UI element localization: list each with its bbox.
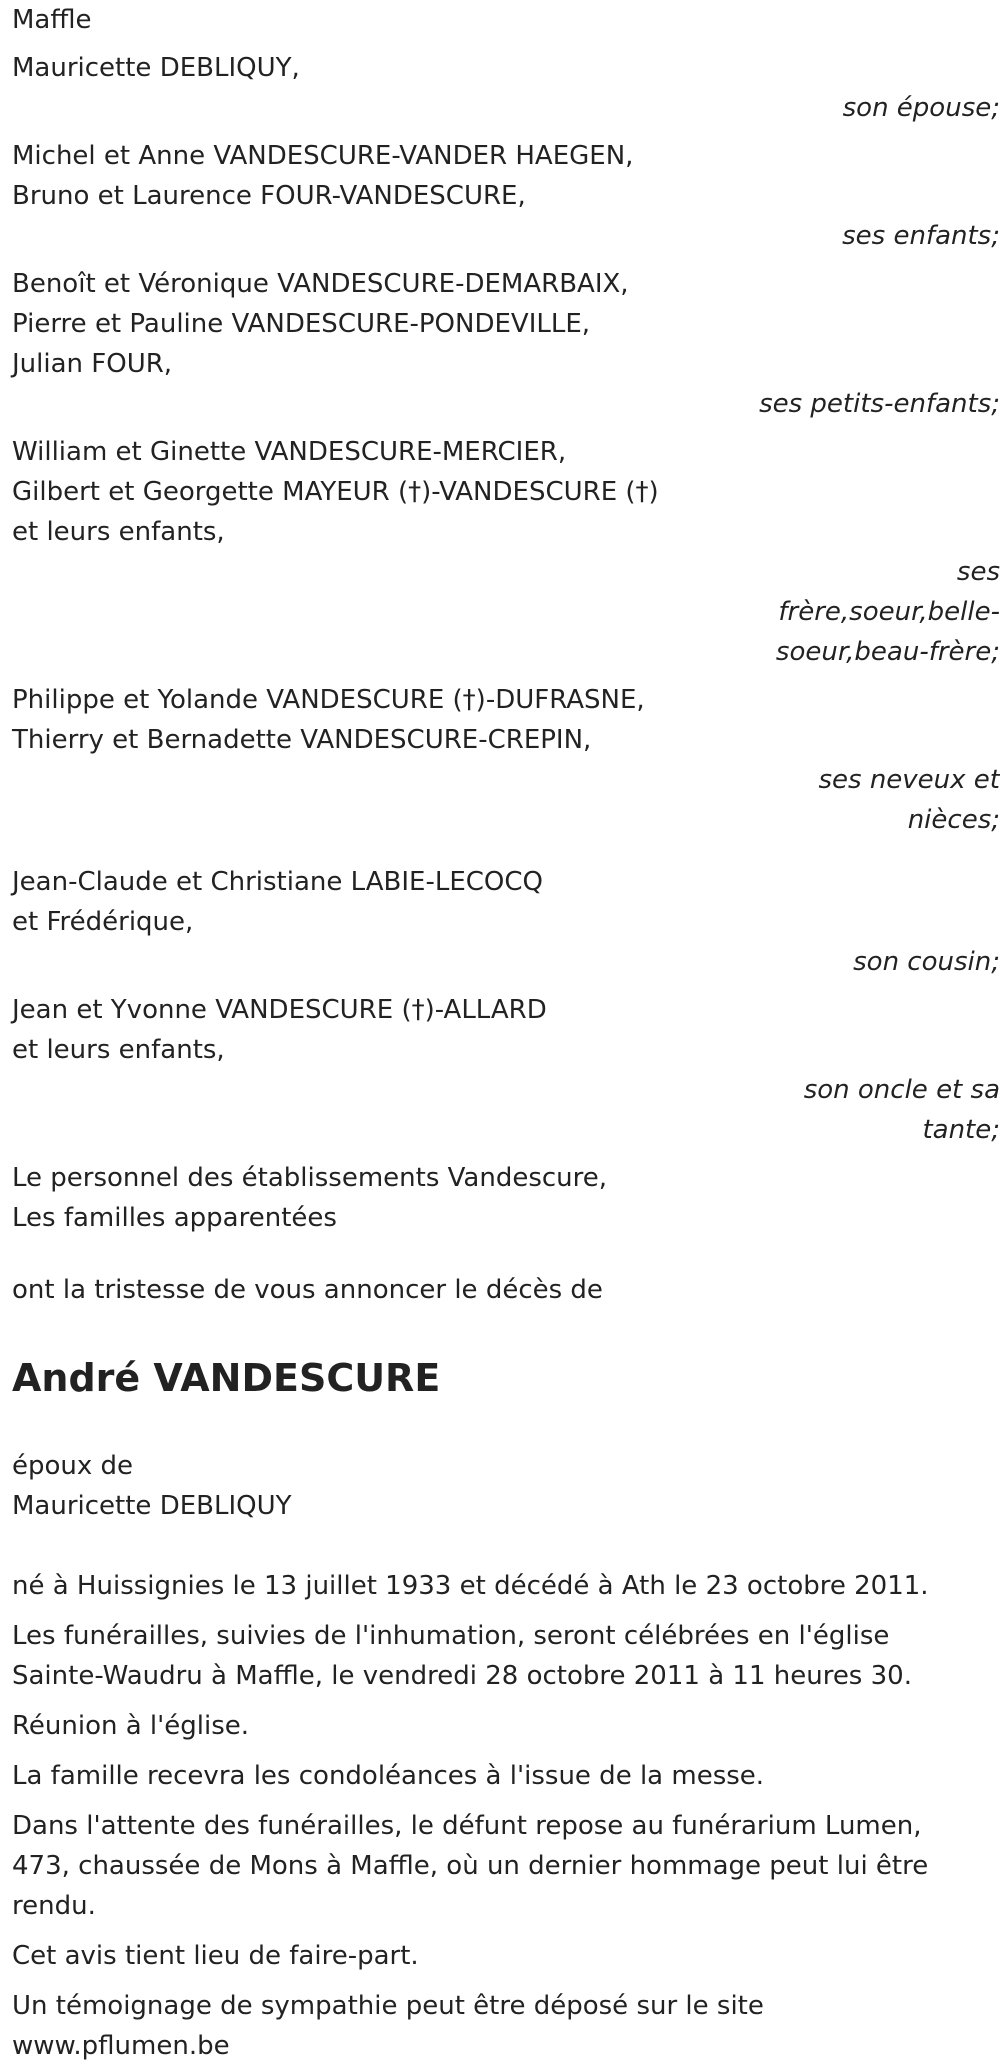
detail-paragraph: [12, 1566, 988, 1606]
spouse-line: Mauricette DEBLIQUY: [12, 1491, 292, 1521]
relation-label: nièces;: [907, 805, 1000, 835]
family-group: [12, 264, 1000, 424]
family-line: Jean-Claude et Christiane LABIE-LECOCQ: [12, 867, 543, 897]
family-line: et leurs enfants,: [12, 1035, 225, 1065]
birth-death-text: né à Huissignies le 13 juillet 1933 et décédé à Ath le 23 octobre 2011.: [12, 1571, 929, 1601]
family-group: [12, 990, 1000, 1150]
family-line: Philippe et Yolande VANDESCURE (†)-DUFRASNE,: [12, 685, 645, 715]
family-line: et leurs enfants,: [12, 517, 225, 547]
sympathy-text: Un témoignage de sympathie peut être déposé sur le site www.pflumen.be: [12, 1991, 764, 2061]
detail-paragraph: [12, 1936, 988, 1976]
funeral-text: Les funérailles, suivies de l'inhumation, seront célébrées en l'église Sainte-Waudru à Maffle, le vendredi 28 octobre 2011 à 11 heures 30.: [12, 1621, 912, 1691]
relation-label: son oncle et sa: [803, 1075, 1000, 1105]
family-line: Julian FOUR,: [12, 349, 173, 379]
condolences-text: La famille recevra les condoléances à l'issue de la messe.: [12, 1761, 765, 1791]
relation-label: tante;: [922, 1115, 1000, 1145]
spouse-line: époux de: [12, 1451, 134, 1481]
also-mourning: [12, 1158, 988, 1238]
family-line: Jean et Yvonne VANDESCURE (†)-ALLARD: [12, 995, 547, 1025]
notice-text: Cet avis tient lieu de faire-part.: [12, 1941, 419, 1971]
family-line: William et Ginette VANDESCURE-MERCIER,: [12, 437, 567, 467]
relation-label: ses petits-enfants;: [759, 389, 1000, 419]
relation-label: ses enfants;: [842, 221, 1000, 251]
relation-label: soeur,beau-frère;: [775, 637, 1000, 667]
family-group: [12, 136, 1000, 256]
also-line: Le personnel des établissements Vandescure,: [12, 1163, 608, 1193]
relation-label: son épouse;: [842, 93, 1000, 123]
detail-paragraph: [12, 1986, 988, 2066]
relation-label: ses: [956, 557, 1000, 587]
family-line: Pierre et Pauline VANDESCURE-PONDEVILLE,: [12, 309, 591, 339]
detail-paragraph: [12, 1756, 988, 1796]
meeting-text: Réunion à l'église.: [12, 1711, 250, 1741]
funerarium-text: Dans l'attente des funérailles, le défunt repose au funérarium Lumen, 473, chaussée de Mons à Maffle, où un dernier hommage peut lui être rendu.: [12, 1811, 929, 1921]
family-group: [12, 432, 1000, 672]
family-line: et Frédérique,: [12, 907, 194, 937]
detail-paragraph: [12, 1706, 988, 1746]
family-line: Thierry et Bernadette VANDESCURE-CREPIN,: [12, 725, 592, 755]
spouse-of: [12, 1446, 988, 1526]
family-line: Michel et Anne VANDESCURE-VANDER HAEGEN,: [12, 141, 634, 171]
detail-paragraph: [12, 1806, 988, 1926]
relation-label: ses neveux et: [818, 765, 1000, 795]
announcement: ont la tristesse de vous annoncer le décès de: [12, 1275, 603, 1305]
details: [12, 1566, 988, 2066]
family-line: Benoît et Véronique VANDESCURE-DEMARBAIX,: [12, 269, 629, 299]
family-line: Bruno et Laurence FOUR-VANDESCURE,: [12, 181, 526, 211]
family-line: Mauricette DEBLIQUY,: [12, 53, 300, 83]
family-line: Gilbert et Georgette MAYEUR (†)-VANDESCURE (†): [12, 477, 659, 507]
family-group: [12, 48, 1000, 128]
detail-paragraph: [12, 1616, 988, 1696]
relation-label: frère,soeur,belle-: [778, 597, 1000, 627]
family-group: [12, 680, 1000, 840]
also-line: Les familles apparentées: [12, 1203, 337, 1233]
place-header: Maffle: [12, 5, 92, 35]
relation-label: son cousin;: [853, 947, 1000, 977]
deceased-name: André VANDESCURE: [12, 1356, 441, 1400]
family-group: [12, 862, 1000, 982]
